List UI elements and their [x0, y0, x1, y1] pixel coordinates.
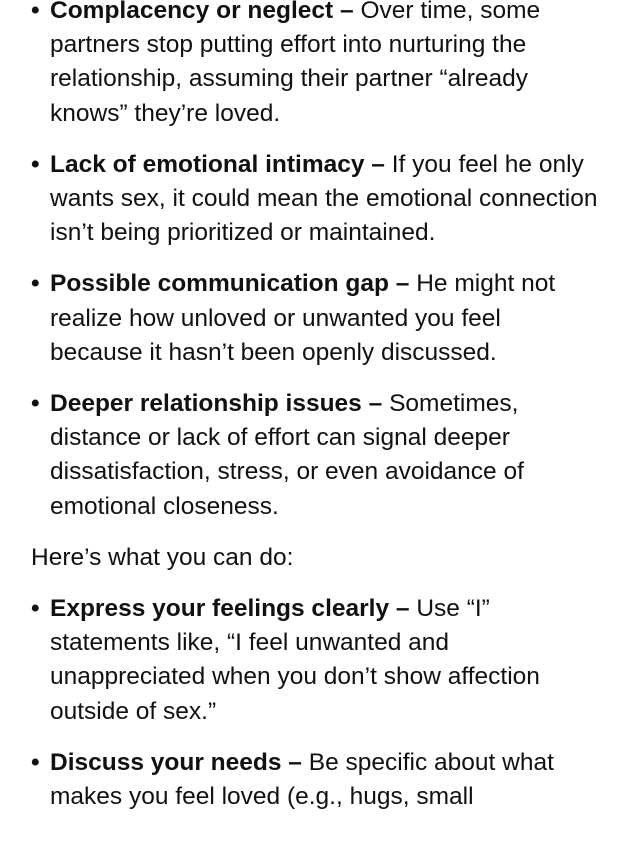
list-item-separator: –	[364, 150, 392, 178]
list-item-text: Sometimes, distance or lack of effort can signal deeper dissatisfaction, stress, or even avoidance of emotional closeness.	[50, 390, 524, 520]
bullet-icon: •	[31, 150, 40, 178]
list-item-text: Use “I” statements like, “I feel unwanted and unappreciated when you don’t show affection outside of sex.”	[50, 595, 540, 725]
list-item-term: Complacency or neglect	[50, 0, 334, 24]
bullet-icon: •	[31, 0, 40, 24]
list-item-term: Express your feelings clearly	[50, 595, 390, 623]
list-item-text: Over time, some partners stop putting effort into nurturing the relationship, assuming their partner “already knows” they’re loved.	[50, 0, 541, 127]
list-item-term: Discuss your needs	[50, 748, 282, 776]
list-item	[0, 267, 640, 370]
list-item-text: He might not realize how unloved or unwanted you feel because it hasn’t been openly discussed.	[50, 270, 556, 366]
bullet-icon: •	[31, 748, 40, 776]
list-item	[0, 592, 640, 729]
bullet-icon: •	[31, 270, 40, 298]
section-intro: Here’s what you can do:	[31, 543, 294, 571]
list-item	[0, 387, 640, 524]
list-item-separator: –	[361, 390, 390, 418]
list-item-term: Deeper relationship issues	[50, 390, 362, 418]
list-item-term: Lack of emotional intimacy	[50, 150, 365, 178]
list-item-separator: –	[389, 595, 417, 623]
list-item-separator: –	[388, 270, 417, 298]
list-item-separator: –	[333, 0, 361, 24]
list-item-term: Possible communication gap	[50, 270, 389, 298]
list-item	[0, 0, 640, 131]
actions-list	[0, 592, 640, 814]
bullet-icon: •	[31, 390, 40, 418]
list-item-text: Be specific about what makes you feel loved (e.g., hugs, small	[50, 748, 554, 811]
list-item-separator: –	[281, 748, 309, 776]
list-item-text: If you feel he only wants sex, it could mean the emotional connection isn’t being prioritized or maintained.	[50, 150, 598, 247]
bullet-icon: •	[31, 595, 40, 623]
list-item	[0, 746, 640, 814]
list-item	[0, 148, 640, 251]
